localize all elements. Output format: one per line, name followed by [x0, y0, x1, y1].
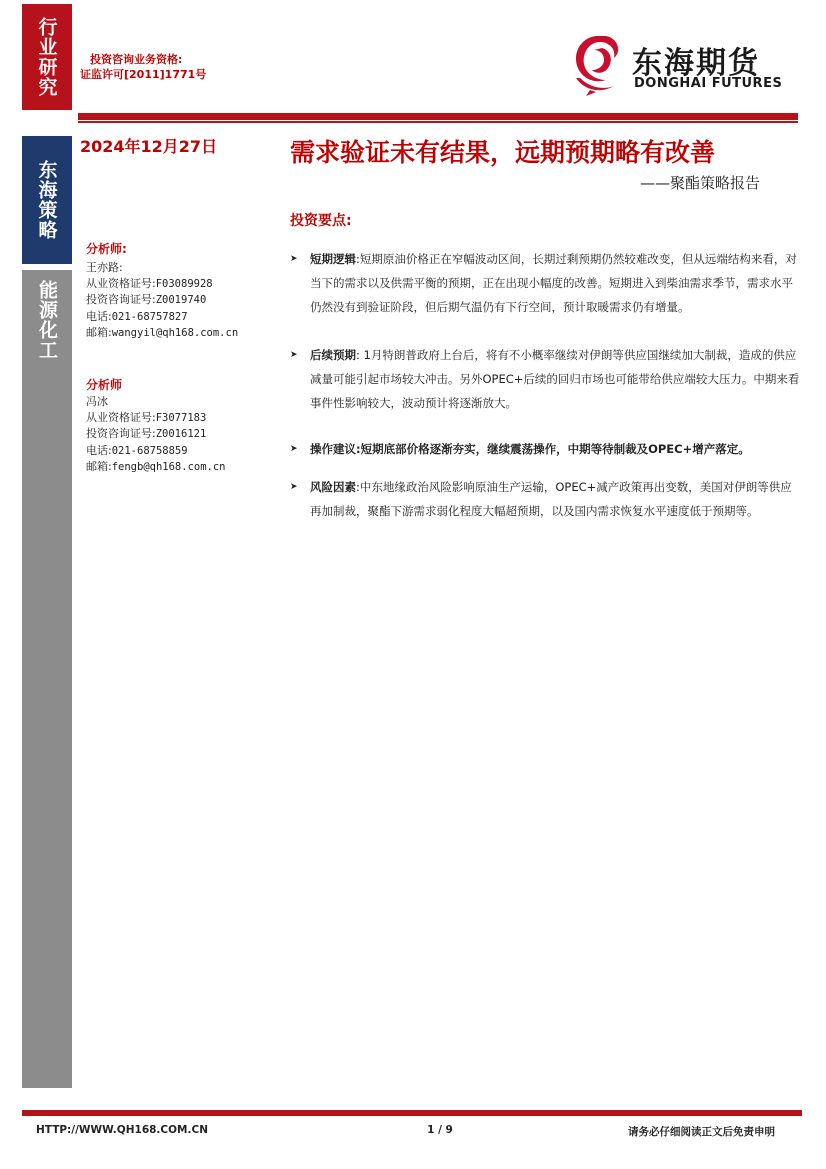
highlight-text: 1月特朗普政府上台后，将有不小概率继续对伊朗等供应国继续加大制裁，造成的供应减量可能引起市场较大冲击。另外OPEC+后续的回归市场也可能带给供应端较大压力。中期来看事件性影响较大，波动预计将逐渐放大。: [310, 348, 800, 410]
highlight-item: ➤ 操作建议:短期底部价格逐渐夯实，继续震荡操作，中期等待制裁及OPEC+增产落定。: [290, 437, 800, 461]
footer-url-link[interactable]: HTTP://WWW.QH168.COM.CN: [36, 1124, 208, 1136]
highlights-header: 投资要点:: [290, 213, 352, 229]
analyst-advisory: 投资咨询证号:Z0016121: [86, 427, 207, 440]
bullet-arrow-icon: ➤: [290, 482, 298, 492]
analyst-license: 从业资格证号:F3077183: [86, 410, 207, 424]
page-number: 1 / 9: [427, 1124, 453, 1136]
analyst-email: 邮箱:wangyil@qh168.com.cn: [86, 326, 239, 339]
analyst-email: 邮箱:fengb@qh168.com.cn: [86, 460, 226, 473]
dragon-logo-icon: [566, 28, 630, 98]
report-date: 2024年12月27日: [80, 137, 218, 156]
bullet-arrow-icon: ➤: [290, 350, 298, 360]
bullet-arrow-icon: ➤: [290, 444, 298, 454]
highlight-text: 中东地缘政治风险影响原油生产运输，OPEC+减产政策再出变数，美国对伊朗等供应再加制裁，聚酯下游需求弱化程度大幅超预期，以及国内需求恢复水平速度低于预期等。: [310, 480, 792, 518]
report-title: 需求验证未有结果，远期预期略有改善: [290, 138, 716, 167]
analyst-email-link[interactable]: wangyil@qh168.com.cn: [111, 327, 239, 339]
qualification-line2: 证监许可[2011]1771号: [80, 68, 207, 81]
highlight-text: 短期底部价格逐渐夯实，继续震荡操作，中期等待制裁及OPEC+增产落定。: [360, 442, 750, 456]
qualification-line1: 投资咨询业务资格:: [90, 53, 183, 66]
section-tag-label: 东海策略: [35, 160, 58, 240]
highlight-label: 后续预期: [310, 348, 356, 362]
analyst-advisory: 投资咨询证号:Z0019740: [86, 293, 207, 306]
analyst-phone: 电话:021-68757827: [86, 309, 188, 323]
highlight-text: 短期原油价格正在窄幅波动区间，长期过剩预期仍然较难改变，但从远端结构来看，对当下的需求以及供需平衡的预期，正在出现小幅度的改善。短期进入到柴油需求季节，需求水平仍然没有到验证阶段，但后期气温仍有下行空间，预计取暖需求仍有增量。: [310, 252, 797, 314]
bullet-arrow-icon: ➤: [290, 254, 298, 264]
header-rule: [78, 113, 798, 120]
highlight-item: ➤ 后续预期: 1月特朗普政府上台后，将有不小概率继续对伊朗等供应国继续加大制裁，造成的供应减量可能引起市场较大冲击。另外OPEC+后续的回归市场也可能带给供应端较大压力。中期来看事件性影响较大，波动预计将逐渐放大。: [290, 343, 800, 415]
analyst-license: 从业资格证号:F03089928: [86, 276, 213, 290]
highlight-item: ➤ 短期逻辑:短期原油价格正在窄幅波动区间，长期过剩预期仍然较难改变，但从远端结构来看，对当下的需求以及供需平衡的预期，正在出现小幅度的改善。短期进入到柴油需求季节，需求水平仍然没有到验证阶段，但后期气温仍有下行空间，预计取暖需求仍有增量。: [290, 247, 800, 319]
highlight-label: 操作建议: [310, 442, 356, 456]
highlight-label: 短期逻辑: [310, 252, 356, 266]
header-rule-thin: [78, 121, 798, 123]
analyst-header: 分析师:: [86, 242, 127, 256]
qualification-block: [80, 52, 206, 82]
analyst-email-link[interactable]: fengb@qh168.com.cn: [111, 461, 226, 473]
report-subtitle: ——聚酯策略报告: [640, 174, 761, 192]
analyst-name: 王亦路:: [86, 261, 123, 274]
section-tag-industry-research: [22, 4, 72, 110]
analyst-card: [86, 376, 226, 476]
analyst-name: 冯冰: [86, 395, 108, 408]
logo-wordmark-en: DONGHAI FUTURES: [634, 76, 783, 91]
analyst-header: 分析师: [86, 378, 123, 392]
analyst-card: [86, 240, 238, 342]
section-tag-donghai-strategy: [22, 136, 72, 264]
section-tag-energy-chemicals: [22, 270, 72, 1088]
section-tag-label: 行业研究: [35, 17, 58, 97]
highlight-item: ➤ 风险因素:中东地缘政治风险影响原油生产运输，OPEC+减产政策再出变数，美国对伊朗等供应再加制裁，聚酯下游需求弱化程度大幅超预期，以及国内需求恢复水平速度低于预期等。: [290, 475, 800, 523]
logo-wordmark-cn: 东海期货: [632, 46, 760, 81]
highlight-label: 风险因素: [310, 480, 356, 494]
analyst-phone: 电话:021-68758859: [86, 443, 188, 457]
footer-disclaimer: 请务必仔细阅读正文后免责申明: [628, 1126, 775, 1138]
footer-rule: [22, 1110, 802, 1116]
section-tag-label: 能源化工: [36, 280, 58, 360]
